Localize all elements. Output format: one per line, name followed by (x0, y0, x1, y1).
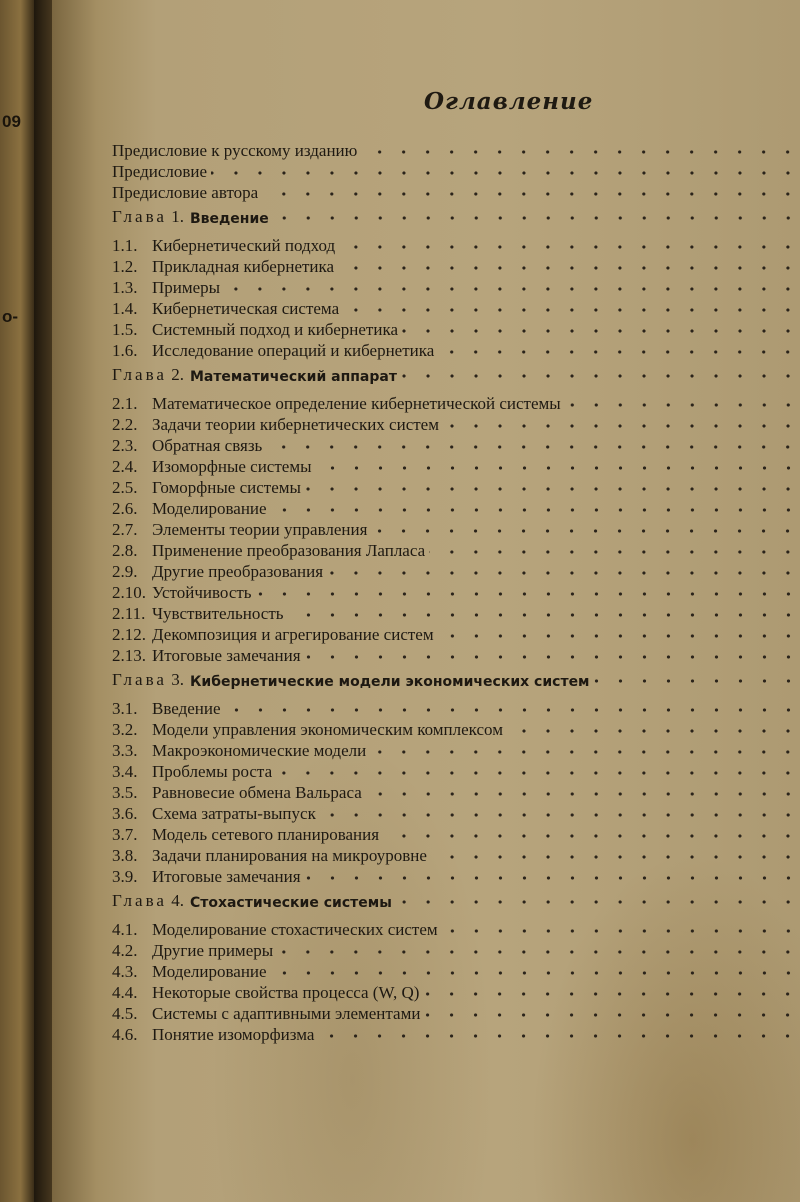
toc-entry-preface-russian (112, 140, 800, 161)
section-number: 3.8. (112, 846, 138, 865)
section-number: 4.2. (112, 941, 138, 960)
dot-leader (507, 725, 800, 737)
dot-leader (225, 704, 800, 716)
toc-section (112, 235, 800, 256)
section-number: 2.12. (112, 625, 146, 644)
toc-section (112, 256, 800, 277)
table-of-contents (112, 140, 800, 1045)
toc-section (112, 740, 800, 761)
dot-leader (305, 483, 800, 495)
toc-section (112, 919, 800, 940)
chapter-title: Стохастические системы (189, 895, 392, 911)
toc-entry-label: Предисловие автора (112, 183, 259, 202)
dot-leader (318, 1030, 800, 1042)
toc-section (112, 456, 800, 477)
section-title: Математическое определение кибернетической системы (152, 394, 561, 413)
toc-section (112, 940, 800, 961)
toc-chapter-2 (112, 364, 800, 385)
chapter-word: Глава (112, 365, 167, 384)
section-title: Декомпозиция и агрегирование систем (152, 625, 434, 644)
page-title: Оглавление (424, 88, 594, 115)
dot-leader (277, 946, 800, 958)
dot-leader (371, 525, 800, 537)
dot-leader (366, 788, 800, 800)
section-number: 2.7. (112, 520, 138, 539)
section-title: Задачи планирования на микроуровне (152, 846, 427, 865)
section-title: Гоморфные системы (152, 478, 301, 497)
dot-leader (565, 399, 800, 411)
section-number: 2.4. (112, 457, 138, 476)
toc-section (112, 393, 800, 414)
section-number: 1.6. (112, 341, 138, 360)
dot-leader (402, 325, 800, 337)
chapter-number: 1. (171, 207, 184, 226)
dot-leader (443, 420, 800, 432)
dot-leader (256, 588, 800, 600)
section-title: Чувствительность (152, 604, 284, 623)
adjacent-page-fragment-top: 09 (2, 112, 21, 131)
dot-leader (273, 212, 800, 224)
dot-leader (429, 546, 800, 558)
section-title: Системный подход и кибернетика (152, 320, 398, 339)
chapter-word: Глава (112, 670, 167, 689)
section-title: Некоторые свойства процесса (W, Q) (152, 983, 420, 1002)
toc-chapter-4 (112, 890, 800, 911)
dot-leader (423, 988, 800, 1000)
dot-leader (401, 370, 800, 382)
toc-section (112, 824, 800, 845)
dot-leader (327, 567, 800, 579)
section-number: 4.1. (112, 920, 138, 939)
dot-leader (316, 462, 800, 474)
section-number: 1.2. (112, 257, 138, 276)
toc-section (112, 277, 800, 298)
section-title: Кибернетическая система (152, 299, 340, 318)
section-title: Изоморфные системы (152, 457, 312, 476)
toc-section (112, 866, 800, 887)
dot-leader (338, 262, 800, 274)
toc-section (112, 498, 800, 519)
section-title: Модель сетевого планирования (152, 825, 380, 844)
chapter-title: Математический аппарат (189, 369, 397, 385)
section-title: Другие преобразования (152, 562, 324, 581)
toc-chapter-1 (112, 206, 800, 227)
section-title: Обратная связь (152, 436, 263, 455)
section-number: 4.3. (112, 962, 138, 981)
toc-section (112, 298, 800, 319)
section-number: 2.6. (112, 499, 138, 518)
chapter-title: Введение (189, 211, 269, 227)
section-title: Системы с адаптивными элементами (152, 1004, 421, 1023)
section-number: 2.9. (112, 562, 138, 581)
toc-section (112, 961, 800, 982)
section-title: Прикладная кибернетика (152, 257, 335, 276)
toc-section (112, 624, 800, 645)
section-number: 1.5. (112, 320, 138, 339)
dot-leader (424, 1009, 800, 1021)
dot-leader (594, 675, 800, 687)
dot-leader (288, 609, 800, 621)
section-title: Другие примеры (152, 941, 274, 960)
section-title: Схема затраты-выпуск (152, 804, 316, 823)
dot-leader (271, 967, 800, 979)
dot-leader (305, 872, 800, 884)
section-number: 3.4. (112, 762, 138, 781)
dot-leader (361, 146, 800, 158)
section-title: Примеры (152, 278, 221, 297)
section-number: 1.1. (112, 236, 138, 255)
section-number: 4.6. (112, 1025, 138, 1044)
chapter-number: 4. (171, 891, 184, 910)
toc-section (112, 582, 800, 603)
section-title: Кибернетический подход (152, 236, 336, 255)
section-number: 2.5. (112, 478, 138, 497)
section-title: Модели управления экономическим комплексом (152, 720, 503, 739)
dot-leader (438, 630, 800, 642)
toc-entry-preface (112, 161, 800, 182)
section-number: 4.4. (112, 983, 138, 1002)
section-number: 3.2. (112, 720, 138, 739)
section-title: Моделирование (152, 962, 267, 981)
section-number: 2.8. (112, 541, 138, 560)
section-number: 3.1. (112, 699, 138, 718)
section-number: 1.4. (112, 299, 138, 318)
section-number: 2.1. (112, 394, 138, 413)
chapter-word: Глава (112, 891, 167, 910)
toc-section (112, 477, 800, 498)
toc-entry-preface-author (112, 182, 800, 203)
section-number: 1.3. (112, 278, 138, 297)
dot-leader (442, 925, 800, 937)
dot-leader (266, 441, 800, 453)
toc-section (112, 1003, 800, 1024)
section-number: 3.5. (112, 783, 138, 802)
section-number: 3.7. (112, 825, 138, 844)
chapter-word: Глава (112, 207, 167, 226)
section-title: Исследование операций и кибернетика (152, 341, 435, 360)
book-gutter (34, 0, 54, 1202)
toc-section (112, 982, 800, 1003)
toc-section (112, 782, 800, 803)
toc-section (112, 340, 800, 361)
toc-section (112, 698, 800, 719)
dot-leader (370, 746, 800, 758)
toc-section (112, 603, 800, 624)
toc-section (112, 845, 800, 866)
section-title: Итоговые замечания (152, 867, 301, 886)
toc-section (112, 540, 800, 561)
section-title: Моделирование (152, 499, 267, 518)
section-title: Понятие изоморфизма (152, 1025, 315, 1044)
adjacent-page-edge (0, 0, 34, 1202)
section-number: 2.10. (112, 583, 146, 602)
chapter-number: 2. (171, 365, 184, 384)
dot-leader (438, 346, 800, 358)
dot-leader (320, 809, 800, 821)
toc-chapter-3 (112, 669, 800, 690)
toc-section (112, 761, 800, 782)
toc-entry-label: Предисловие (112, 162, 208, 181)
adjacent-page-fragment-mid: о- (2, 307, 19, 326)
dot-leader (276, 767, 800, 779)
dot-leader (383, 830, 800, 842)
dot-leader (339, 241, 800, 253)
dot-leader (396, 896, 800, 908)
section-title: Задачи теории кибернетических систем (152, 415, 439, 434)
dot-leader (262, 188, 800, 200)
toc-section (112, 561, 800, 582)
section-number: 3.6. (112, 804, 138, 823)
section-number: 3.3. (112, 741, 138, 760)
chapter-number: 3. (171, 670, 184, 689)
section-title: Устойчивость (152, 583, 252, 602)
section-number: 3.9. (112, 867, 138, 886)
toc-section (112, 435, 800, 456)
book-page (52, 0, 800, 1202)
chapter-title: Кибернетические модели экономических систем (189, 674, 590, 690)
dot-leader (431, 851, 800, 863)
section-title: Применение преобразования Лапласа (152, 541, 426, 560)
toc-section (112, 519, 800, 540)
section-number: 2.13. (112, 646, 146, 665)
section-title: Итоговые замечания (152, 646, 301, 665)
section-title: Равновесие обмена Вальраса (152, 783, 362, 802)
section-title: Макроэкономические модели (152, 741, 367, 760)
dot-leader (271, 504, 800, 516)
section-title: Проблемы роста (152, 762, 273, 781)
toc-section (112, 645, 800, 666)
dot-leader (211, 167, 800, 179)
toc-section (112, 719, 800, 740)
section-number: 2.3. (112, 436, 138, 455)
section-title: Введение (152, 699, 221, 718)
dot-leader (343, 304, 800, 316)
dot-leader (305, 651, 800, 663)
section-title: Моделирование стохастических систем (152, 920, 438, 939)
toc-section (112, 319, 800, 340)
section-number: 4.5. (112, 1004, 138, 1023)
section-title: Элементы теории управления (152, 520, 368, 539)
section-number: 2.2. (112, 415, 138, 434)
toc-section (112, 1024, 800, 1045)
toc-section (112, 803, 800, 824)
section-number: 2.11. (112, 604, 146, 623)
toc-entry-label: Предисловие к русскому изданию (112, 141, 358, 160)
toc-section (112, 414, 800, 435)
dot-leader (224, 283, 800, 295)
